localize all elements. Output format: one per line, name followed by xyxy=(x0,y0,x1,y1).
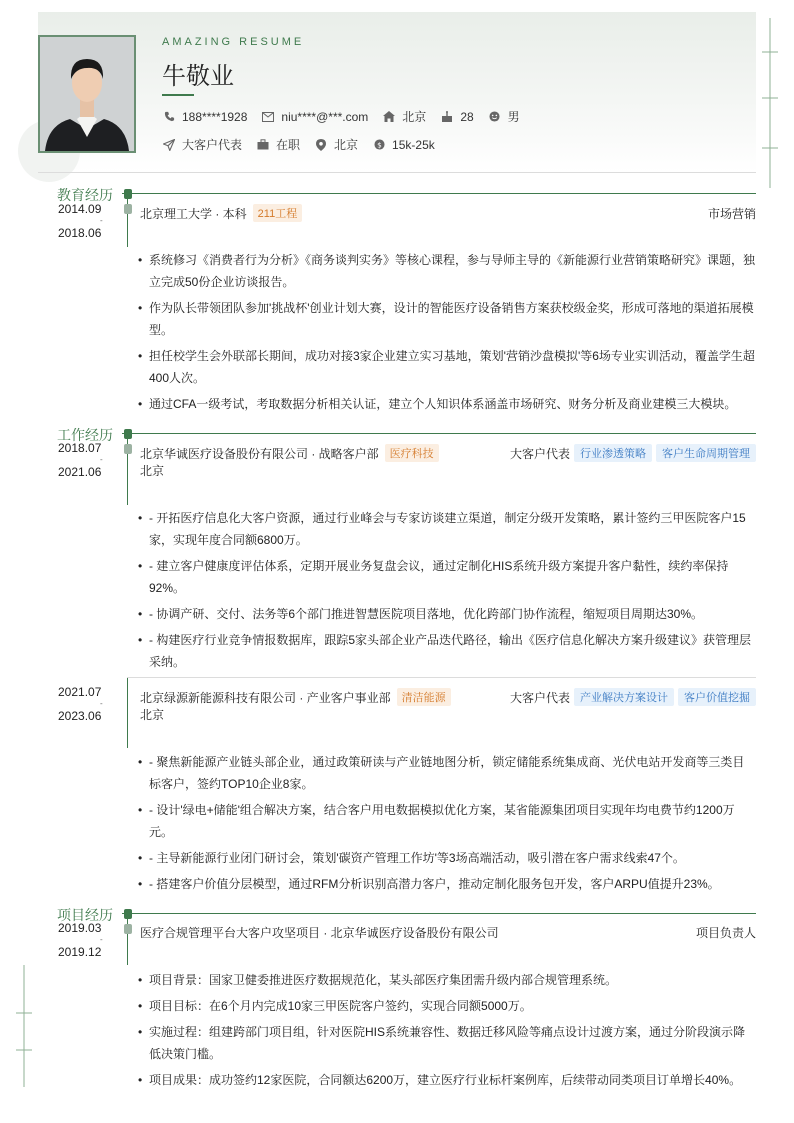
name-underline xyxy=(162,94,194,96)
list-item: • - 开拓医疗信息化大客户资源，通过行业峰会与专家访谈建立渠道，制定分级开发策略，累计签约三甲医院客户15家，实现年度合同额6800万。 xyxy=(138,507,756,551)
education-start-date: 2014.09 xyxy=(58,202,102,216)
job1-role xyxy=(510,444,756,462)
education-section-line xyxy=(122,193,756,194)
project-date-dash: - xyxy=(100,935,103,944)
job1-location: 北京 xyxy=(140,464,165,478)
education-major: 市场营销 xyxy=(707,207,756,221)
target-city-text: 北京 xyxy=(334,138,359,152)
phone-text: 188****1928 xyxy=(182,109,248,124)
job-intent-row xyxy=(162,136,449,153)
education-entry-marker xyxy=(124,204,132,214)
list-item: • 作为队长带领团队参加'挑战杯'创业计划大赛，设计的智能医疗设备销售方案获校级金奖，形成可落地的渠道拓展模型。 xyxy=(138,297,756,341)
avatar-photo xyxy=(38,35,136,153)
project-start-date: 2019.03 xyxy=(58,921,102,935)
job2-start-date: 2021.07 xyxy=(58,685,102,699)
decorative-ruler-right xyxy=(758,18,794,198)
job2-location: 北京 xyxy=(140,708,165,722)
candidate-name: 牛敬业 xyxy=(162,63,234,90)
phone-icon xyxy=(162,110,176,124)
project-role: 项目负责人 xyxy=(695,926,756,940)
decorative-ruler-left xyxy=(10,965,40,1090)
job1-role-title: 大客户代表 xyxy=(509,446,570,461)
project-name: 医疗合规管理平台大客户攻坚项目 · 北京华诚医疗设备股份有限公司 xyxy=(140,926,499,940)
project-section-title: 项目经历 xyxy=(57,907,113,923)
job1-skill-tag: 行业渗透策略 xyxy=(574,444,652,462)
coin-icon xyxy=(372,138,386,152)
job1-industry-tag: 医疗科技 xyxy=(385,444,439,462)
send-icon xyxy=(162,138,176,152)
list-item: • - 协调产研、交付、法务等6个部门推进智慧医院项目落地，优化跨部门协作流程，缩短项目周期达30%。 xyxy=(138,603,756,625)
home-icon xyxy=(382,110,396,124)
list-item: • 项目成果：成功签约12家医院，合同额达6200万，建立医疗行业标杆案例库，后续带动同类项目订单增长40%。 xyxy=(138,1069,756,1091)
city-text: 北京 xyxy=(402,110,427,124)
job1-bullets xyxy=(138,507,756,677)
project-bullets xyxy=(138,969,756,1095)
city-item xyxy=(382,108,426,125)
status-text: 在职 xyxy=(276,138,301,152)
list-item: • 项目目标：在6个月内完成10家三甲医院客户签约，实现合同额5000万。 xyxy=(138,995,756,1017)
target-city-item xyxy=(314,136,358,153)
education-section-marker xyxy=(124,189,132,199)
list-item: • 实施过程：组建跨部门项目组，针对医院HIS系统兼容性、数据迁移风险等痛点设计过渡方案，通过分阶段演示降低决策门槛。 xyxy=(138,1021,756,1065)
gender-text: 男 xyxy=(507,110,520,124)
project-section-marker xyxy=(124,909,132,919)
briefcase-icon xyxy=(256,138,270,152)
age-text: 28 xyxy=(460,109,474,124)
mail-icon xyxy=(261,110,275,124)
phone-item xyxy=(162,110,247,124)
list-item: • - 建立客户健康度评估体系，定期开展业务复盘会议，通过定制化HIS系统升级方案提升客户黏性，续约率保持92%。 xyxy=(138,555,756,599)
list-item: • 通过CFA一级考试，考取数据分析相关认证，建立个人知识体系涵盖市场研究、财务分析及商业建模三大模块。 xyxy=(138,393,756,415)
salary-item xyxy=(372,138,435,152)
location-pin-icon xyxy=(314,138,328,152)
list-item: • 担任校学生会外联部长期间，成功对接3家企业建立实习基地，策划'营销沙盘模拟'等6场专业实训活动，覆盖学生超400人次。 xyxy=(138,345,756,389)
contact-row xyxy=(162,108,534,125)
job1-date-dash: - xyxy=(100,455,103,464)
salary-text: 15k-25k xyxy=(392,137,435,152)
list-item: • - 搭建客户价值分层模型，通过RFM分析识别高潜力客户，推动定制化服务包开发，客户ARPU值提升23%。 xyxy=(138,873,756,895)
education-bullets xyxy=(138,249,756,419)
work-entry-marker-1 xyxy=(124,444,132,454)
work-section-marker xyxy=(124,429,132,439)
job2-industry-tag: 清洁能源 xyxy=(397,688,451,706)
work-section-title: 工作经历 xyxy=(57,427,113,443)
project-section-line xyxy=(122,913,756,914)
status-item xyxy=(256,136,300,153)
list-item: • - 设计'绿电+储能'组合解决方案，结合客户用电数据模拟优化方案，某省能源集团项目实现年均电费节约1200万元。 xyxy=(138,799,756,843)
email-text: niu****@***.com xyxy=(281,109,369,124)
job2-company xyxy=(140,688,451,706)
position-item xyxy=(162,136,242,153)
job1-skill-tag: 客户生命周期管理 xyxy=(656,444,756,462)
project-entry-marker xyxy=(124,924,132,934)
work-section-line xyxy=(122,433,756,434)
job2-skill-tag: 客户价值挖掘 xyxy=(678,688,756,706)
job1-company-name: 北京华诚医疗设备股份有限公司 · 战略客户部 xyxy=(140,446,379,461)
position-text: 大客户代表 xyxy=(182,138,243,152)
job1-start-date: 2018.07 xyxy=(58,441,102,455)
job2-date-dash: - xyxy=(100,699,103,708)
smile-icon xyxy=(488,110,502,124)
work-timeline-2 xyxy=(127,678,128,748)
cake-icon xyxy=(440,110,454,124)
education-section-title: 教育经历 xyxy=(57,187,113,203)
job2-role xyxy=(510,688,756,706)
education-end-date: 2018.06 xyxy=(58,226,102,240)
job2-end-date: 2023.06 xyxy=(58,709,102,723)
education-date-dash: - xyxy=(100,216,103,225)
job1-company xyxy=(140,444,439,462)
job2-bullets xyxy=(138,751,756,899)
list-item: • 项目背景：国家卫健委推进医疗数据规范化，某头部医疗集团需升级内部合规管理系统。 xyxy=(138,969,756,991)
education-school xyxy=(140,204,302,222)
list-item: • - 主导新能源行业闭门研讨会，策划'碳资产管理工作坊'等3场高端活动，吸引潜在客户需求线索47个。 xyxy=(138,847,756,869)
gender-item xyxy=(488,108,520,125)
job2-company-name: 北京绿源新能源科技有限公司 · 产业客户事业部 xyxy=(140,690,391,705)
project-end-date: 2019.12 xyxy=(58,945,102,959)
school-name: 北京理工大学 · 本科 xyxy=(140,206,247,221)
job1-end-date: 2021.06 xyxy=(58,465,102,479)
job2-skill-tag: 产业解决方案设计 xyxy=(574,688,674,706)
job2-role-title: 大客户代表 xyxy=(509,690,570,705)
header-divider xyxy=(38,172,756,173)
job2-divider xyxy=(127,677,756,678)
list-item: • - 构建医疗行业竞争情报数据库，跟踪5家头部企业产品迭代路径，输出《医疗信息化解决方案升级建议》获管理层采纳。 xyxy=(138,629,756,673)
school-tag: 211工程 xyxy=(253,204,303,222)
age-item xyxy=(440,110,473,124)
list-item: • 系统修习《消费者行为分析》《商务谈判实务》等核心课程，参与导师主导的《新能源行业营销策略研究》课题，独立完成50份企业访谈报告。 xyxy=(138,249,756,293)
svg-text:$: $ xyxy=(376,140,382,150)
email-item xyxy=(261,110,368,124)
brand-tagline: AMAZING RESUME xyxy=(162,36,305,48)
list-item: • - 聚焦新能源产业链头部企业，通过政策研读与产业链地图分析，锁定储能系统集成商、光伏电站开发商等三类目标客户，签约TOP10企业8家。 xyxy=(138,751,756,795)
